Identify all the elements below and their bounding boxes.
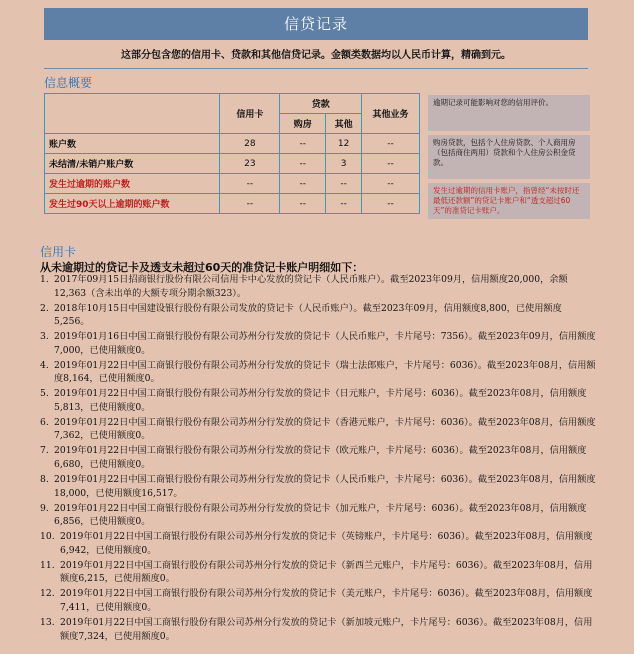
- row-value-biz: --: [362, 194, 420, 214]
- row-value-biz: --: [362, 154, 420, 174]
- list-item-text: 2017年09月15日招商银行股份有限公司信用卡中心发放的贷记卡（人民币账户）。截至2023年09月，信用额度20,000，余额12,363（含未出单的大额专项分期余额323）。: [54, 274, 568, 299]
- row-value-housing: --: [280, 154, 326, 174]
- list-item: [40, 587, 596, 614]
- list-item-text: 2019年01月22日中国工商银行股份有限公司苏州分行发放的贷记卡（美元账户，卡片尾号：6036）。截至2023年08月，信用额度7,411，已使用额度0。: [60, 588, 593, 613]
- list-item: [40, 302, 596, 329]
- list-item-number: 10.: [40, 531, 55, 543]
- list-item-number: 7.: [40, 445, 49, 457]
- row-value-other: --: [326, 174, 362, 194]
- note-box: 逾期记录可能影响对您的信用评价。: [428, 95, 590, 131]
- row-value-housing: --: [280, 174, 326, 194]
- list-item-text: 2019年01月22日中国工商银行股份有限公司苏州分行发放的贷记卡（欧元账户，卡片尾号：6036）。截至2023年08月，信用额度6,680，已使用额度0。: [54, 445, 587, 471]
- list-item-number: 12.: [40, 588, 55, 600]
- section-header: [44, 8, 588, 40]
- list-item-number: 13.: [40, 616, 55, 628]
- list-item-text: 2019年01月22日中国工商银行股份有限公司苏州分行发放的贷记卡（新西兰元账户，卡片尾号：6036）。截至2023年08月，信用额度6,215，已使用额度0。: [60, 559, 593, 585]
- section-title: 信贷记录: [283, 15, 348, 33]
- header-credit-card: 信用卡: [220, 94, 280, 134]
- row-label: 账户数: [45, 134, 220, 154]
- list-item: [40, 330, 596, 357]
- summary-row: [45, 174, 420, 194]
- list-item-number: 1.: [40, 274, 49, 285]
- blank-header: [45, 94, 220, 134]
- list-item: [40, 559, 596, 586]
- row-value-card: --: [220, 174, 280, 194]
- row-value-other: 3: [326, 154, 362, 174]
- note-box: 发生过逾期的信用卡账户，指曾经“未按时还最低还款额”的贷记卡账户和“透支超过60天”的准贷记卡账户。: [428, 183, 590, 219]
- list-item-number: 2.: [40, 302, 49, 314]
- credit-card-list: [40, 273, 596, 645]
- summary-title: 信息概要: [44, 76, 93, 90]
- list-item: [40, 416, 596, 443]
- header-loans: 贷款: [280, 94, 362, 114]
- row-label: 发生过逾期的账户数: [45, 174, 220, 194]
- header-housing: 购房: [280, 114, 326, 134]
- row-value-card: 23: [220, 154, 280, 174]
- list-item-number: 8.: [40, 474, 49, 486]
- summary-row: [45, 134, 420, 154]
- list-item-text: 2019年01月22日中国工商银行股份有限公司苏州分行发放的贷记卡（日元账户，卡片尾号：6036）。截至2023年08月，信用额度5,813，已使用额度0。: [54, 388, 587, 413]
- list-item-number: 3.: [40, 331, 49, 343]
- list-item: [40, 359, 596, 386]
- list-item-text: 2019年01月22日中国工商银行股份有限公司苏州分行发放的贷记卡（人民币账户，卡片尾号：6036）。截至2023年08月，信用额度18,000，已使用额度16,517。: [54, 474, 596, 499]
- list-item-text: 2019年01月22日中国工商银行股份有限公司苏州分行发放的贷记卡（英镑账户，卡片尾号：6036）。截至2023年08月，信用额度6,942，已使用额度0。: [60, 531, 593, 556]
- credit-card-subtitle: 从未逾期过的贷记卡及透支未超过60天的准贷记卡账户明细如下：: [40, 261, 364, 274]
- list-item-text: 2019年01月16日中国工商银行股份有限公司苏州分行发放的贷记卡（人民币账户，卡片尾号：7356）。截至2023年09月，信用额度7,000，已使用额度0。: [54, 331, 596, 356]
- list-item-number: 6.: [40, 416, 49, 428]
- list-item-number: 11.: [40, 559, 55, 571]
- list-item: [40, 530, 596, 557]
- list-item-number: 9.: [40, 502, 49, 514]
- list-item: [40, 273, 596, 300]
- summary-notes: [428, 95, 590, 223]
- list-item: [40, 616, 596, 643]
- header-other: 其他: [326, 114, 362, 134]
- row-value-card: 28: [220, 134, 280, 154]
- summary-row: [45, 154, 420, 174]
- row-value-biz: --: [362, 174, 420, 194]
- list-item-text: 2018年10月15日中国建设银行股份有限公司发放的贷记卡（人民币账户）。截至2023年09月，信用额度8,800，已使用额度5,256。: [54, 302, 562, 328]
- list-item: [40, 502, 596, 529]
- list-item: [40, 444, 596, 471]
- row-label: 未结清/未销户账户数: [45, 154, 220, 174]
- section-description: 这部分包含您的信用卡、贷款和其他信贷记录。金额类数据均以人民币计算，精确到元。: [44, 44, 588, 69]
- list-item-text: 2019年01月22日中国工商银行股份有限公司苏州分行发放的贷记卡（香港元账户，卡片尾号：6036）。截至2023年08月，信用额度7,362，已使用额度0。: [54, 416, 596, 442]
- list-item-text: 2019年01月22日中国工商银行股份有限公司苏州分行发放的贷记卡（瑞士法郎账户，卡片尾号：6036）。截至2023年08月，信用额度8,164，已使用额度0。: [54, 359, 596, 385]
- row-value-housing: --: [280, 134, 326, 154]
- row-value-other: --: [326, 194, 362, 214]
- summary-row: [45, 194, 420, 214]
- list-item: [40, 387, 596, 414]
- header-other-business: 其他业务: [362, 94, 420, 134]
- list-item-number: 5.: [40, 388, 49, 400]
- note-box: 购房贷款，包括个人住房贷款、个人商用房（包括商住两用）贷款和个人住房公积金贷款。: [428, 135, 590, 179]
- row-value-housing: --: [280, 194, 326, 214]
- list-item-number: 4.: [40, 359, 49, 371]
- list-item-text: 2019年01月22日中国工商银行股份有限公司苏州分行发放的贷记卡（新加坡元账户，卡片尾号：6036）。截至2023年08月，信用额度7,324，已使用额度0。: [60, 616, 593, 642]
- row-value-card: --: [220, 194, 280, 214]
- list-item: [40, 473, 596, 500]
- row-label: 发生过90天以上逾期的账户数: [45, 194, 220, 214]
- summary-table: [44, 93, 420, 214]
- credit-card-title: 信用卡: [40, 245, 77, 259]
- row-value-other: 12: [326, 134, 362, 154]
- list-item-text: 2019年01月22日中国工商银行股份有限公司苏州分行发放的贷记卡（加元账户，卡片尾号：6036）。截至2023年08月，信用额度6,856，已使用额度0。: [54, 502, 587, 528]
- row-value-biz: --: [362, 134, 420, 154]
